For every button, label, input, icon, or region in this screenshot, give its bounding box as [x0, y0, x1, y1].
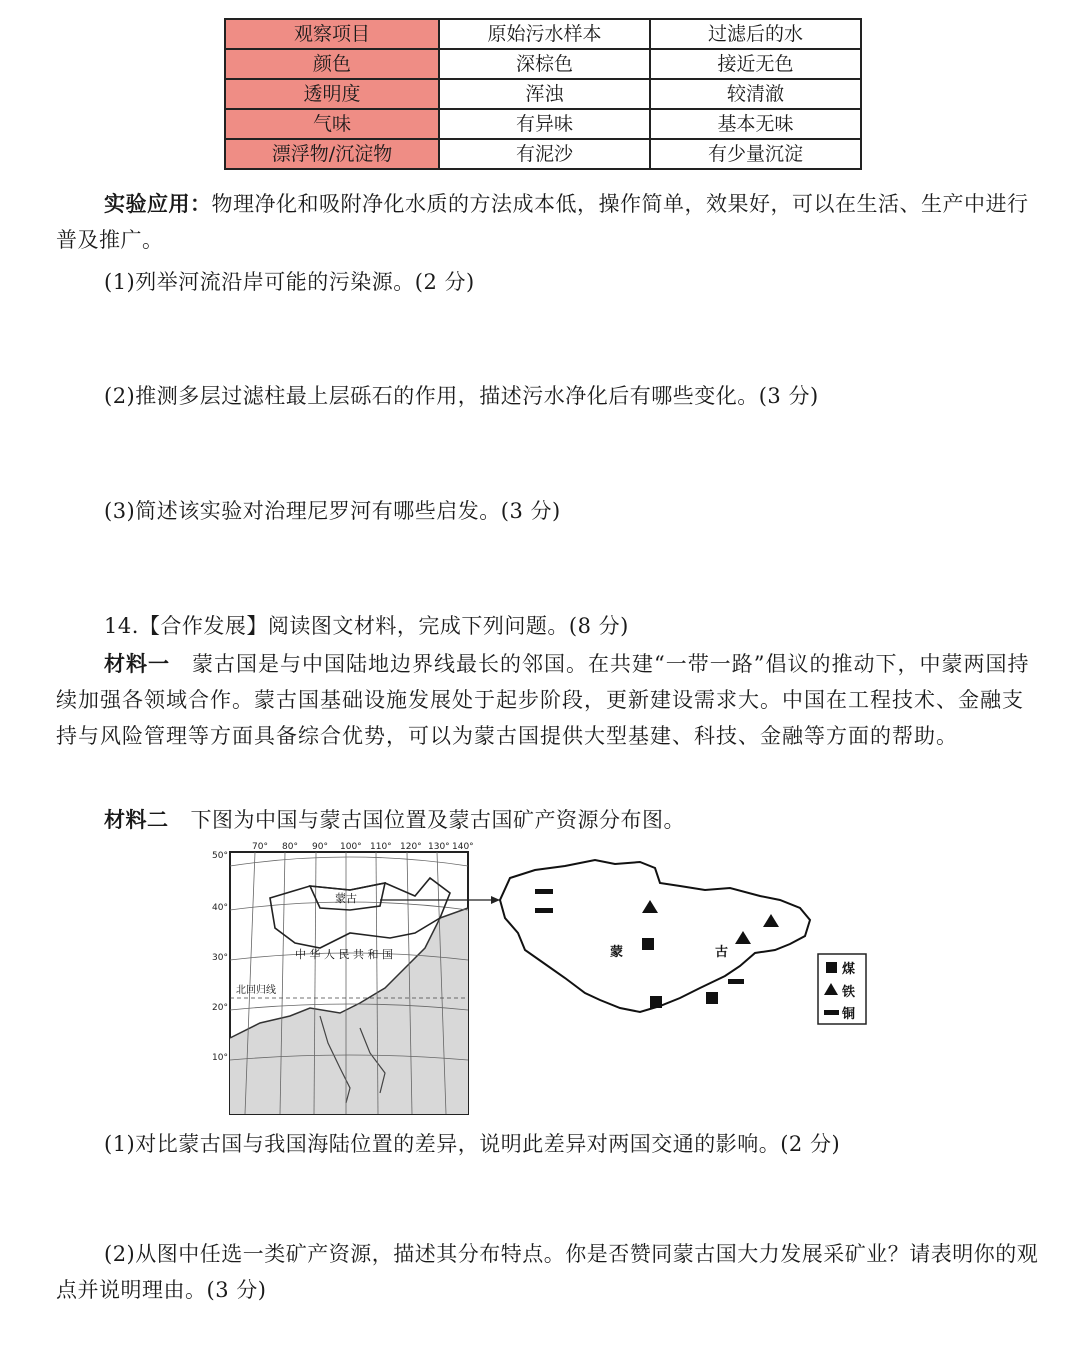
- lat-label: 10°: [212, 1053, 228, 1063]
- latitude-labels: [212, 851, 228, 1063]
- mongolia-label-right: 古: [715, 945, 729, 960]
- lat-label: 50°: [212, 851, 228, 861]
- lat-label: 40°: [212, 903, 228, 913]
- table-row: [225, 139, 861, 169]
- lon-label: 80°: [282, 842, 298, 852]
- copper-marker: [535, 889, 553, 894]
- application-label: 实验应用：: [104, 191, 212, 216]
- lon-label: 70°: [252, 842, 268, 852]
- table-cell: 有泥沙: [439, 139, 650, 169]
- table-cell: 透明度: [225, 79, 439, 109]
- mongolia-outline: [500, 860, 810, 1012]
- legend-iron-label: 铁: [842, 985, 856, 1000]
- table-cell: 气味: [225, 109, 439, 139]
- q13-part3: (3)简述该实验对治理尼罗河有哪些启发。(3 分): [104, 499, 561, 523]
- lon-label: 120°: [400, 842, 422, 852]
- lon-label: 110°: [370, 842, 392, 852]
- table-cell: 浑浊: [439, 79, 650, 109]
- table-row: [225, 49, 861, 79]
- lon-label: 90°: [312, 842, 328, 852]
- legend-coal-icon: [826, 962, 837, 973]
- legend-copper-icon: [824, 1010, 839, 1015]
- application-paragraph: [56, 186, 1041, 258]
- table-header-cell: 观察项目: [225, 19, 439, 49]
- material1-text: 蒙古国是与中国陆地边界线最长的邻国。在共建“一带一路”倡议的推动下，中蒙两国持续加强各领域合作。蒙古国基础设施发展处于起步阶段，更新建设需求大。中国在工程技术、金融支持与风险管理等方面具备综合优势，可以为蒙古国提供大型基建、科技、金融等方面的帮助。: [56, 652, 1030, 748]
- table-cell: 有少量沉淀: [650, 139, 861, 169]
- table-row: [225, 79, 861, 109]
- table-header-cell: 过滤后的水: [650, 19, 861, 49]
- copper-marker: [728, 979, 744, 984]
- material1-paragraph: [56, 646, 1041, 754]
- lat-label: 30°: [212, 953, 228, 963]
- q14-heading: 14.【合作发展】阅读图文材料，完成下列问题。(8 分): [104, 614, 629, 638]
- coal-marker: [650, 996, 662, 1008]
- map-figure: [200, 838, 900, 1120]
- mongolia-map-label: 蒙古: [335, 892, 357, 905]
- q13-part2: (2)推测多层过滤柱最上层砾石的作用，描述污水净化后有哪些变化。(3 分): [104, 384, 819, 408]
- material2-line: [104, 804, 685, 834]
- table-cell: 深棕色: [439, 49, 650, 79]
- china-map-label: 中 华 人 民 共 和 国: [295, 948, 393, 961]
- material2-text: 下图为中国与蒙古国位置及蒙古国矿产资源分布图。: [190, 808, 685, 832]
- table-cell: 颜色: [225, 49, 439, 79]
- longitude-labels: [252, 842, 474, 852]
- copper-marker: [535, 908, 553, 913]
- material1-label: 材料一: [104, 651, 170, 676]
- q13-part1: (1)列举河流沿岸可能的污染源。(2 分): [104, 270, 475, 294]
- tropic-label: 北回归线: [236, 985, 276, 996]
- mongolia-label-left: 蒙: [610, 945, 624, 960]
- legend-coal-label: 煤: [842, 962, 856, 977]
- lon-label: 130°: [428, 842, 450, 852]
- coal-marker: [642, 938, 654, 950]
- application-text: 物理净化和吸附净化水质的方法成本低，操作简单，效果好，可以在生活、生产中进行普及推广。: [56, 192, 1029, 252]
- q14-part2: (2)从图中任选一类矿产资源，描述其分布特点。你是否赞同蒙古国大力发展采矿业？请表明你的观点并说明理由。(3 分): [56, 1242, 1039, 1302]
- observation-table: [224, 18, 862, 170]
- coal-marker: [706, 992, 718, 1004]
- material2-label: 材料二: [104, 807, 169, 832]
- table-cell: 基本无味: [650, 109, 861, 139]
- arrow-head: [491, 896, 500, 904]
- lat-label: 20°: [212, 1003, 228, 1013]
- q14-part1: (1)对比蒙古国与我国海陆位置的差异，说明此差异对两国交通的影响。(2 分): [104, 1132, 841, 1156]
- table-header-cell: 原始污水样本: [439, 19, 650, 49]
- table-cell: 较清澈: [650, 79, 861, 109]
- table-row: [225, 109, 861, 139]
- table-cell: 漂浮物/沉淀物: [225, 139, 439, 169]
- lon-label: 140°: [452, 842, 474, 852]
- table-cell: 接近无色: [650, 49, 861, 79]
- lon-label: 100°: [340, 842, 362, 852]
- legend-copper-label: 铜: [842, 1007, 856, 1022]
- table-header-row: [225, 19, 861, 49]
- table-cell: 有异味: [439, 109, 650, 139]
